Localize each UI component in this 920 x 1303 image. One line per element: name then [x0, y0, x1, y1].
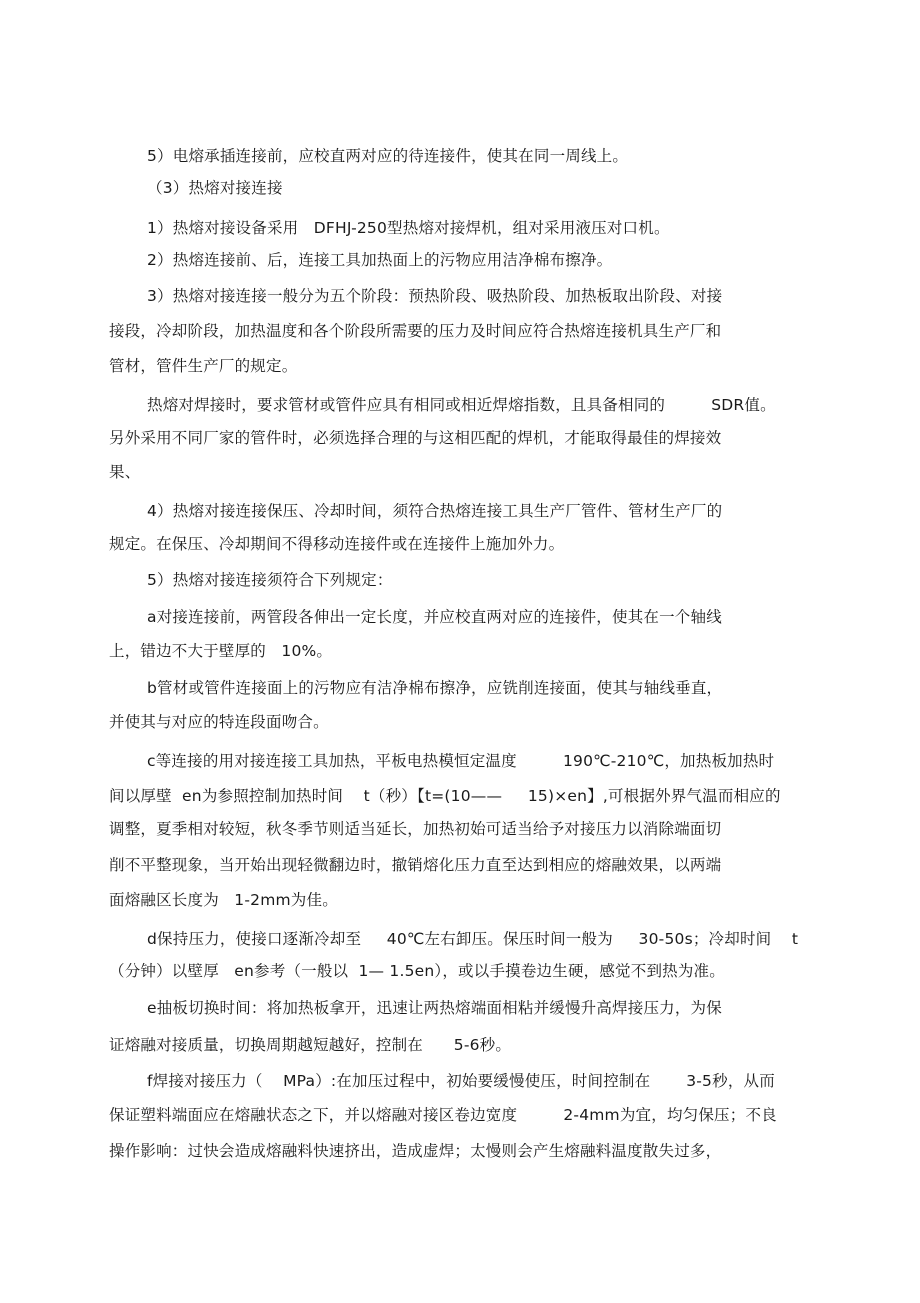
text-line: 上，错边不大于壁厚的 10%。	[109, 642, 333, 660]
text-line: b管材或管件连接面上的污物应有洁净棉布擦净，应铣削连接面，使其与轴线垂直，	[147, 679, 723, 697]
text-line: 削不平整现象，当开始出现轻微翻边时，撤销熔化压力直至达到相应的熔融效果，以两端	[109, 856, 722, 874]
text-line: 并使其与对应的特连段面吻合。	[109, 713, 329, 731]
text-line: 5）电熔承插连接前，应校直两对应的待连接件，使其在同一周线上。	[147, 147, 629, 165]
text-line: （分钟）以壁厚 en参考（一般以 1— 1.5en），或以手摸卷边生硬，感觉不到热为准。	[109, 962, 725, 980]
text-line: 5）热熔对接连接须符合下列规定：	[147, 571, 393, 589]
text-line: c等连接的用对接连接工具加热，平板电热模恒定温度 190℃-210℃，加热板加热时	[147, 752, 775, 770]
text-line: d保持压力，使接口逐渐冷却至 40℃左右卸压。保压时间一般为 30-50s；冷却时间 t	[147, 930, 799, 948]
text-line: 果、	[109, 463, 141, 481]
text-line: 操作影响：过快会造成熔融料快速挤出，造成虚焊；太慢则会产生熔融料温度散失过多，	[109, 1142, 722, 1160]
text-line: 4）热熔对接连接保压、冷却时间，须符合热熔连接工具生产厂管件、管材生产厂的	[147, 502, 723, 520]
text-line: 间以厚壁 en为参照控制加热时间 t（秒）【t=(10—— 15)×en】,可根据外界气温而相应的	[109, 787, 781, 805]
text-line: 保证塑料端面应在熔融状态之下，并以熔融对接区卷边宽度 2-4mm为宜，均匀保压；不良	[109, 1106, 777, 1124]
text-line: 接段，冷却阶段，加热温度和各个阶段所需要的压力及时间应符合热熔连接机具生产厂和	[109, 322, 722, 340]
text-line: 热熔对焊接时，要求管材或管件应具有相同或相近焊熔指数，且具备相同的 SDR值。	[147, 396, 776, 414]
text-line: 调整，夏季相对较短，秋冬季节则适当延长，加热初始可适当给予对接压力以消除端面切	[109, 820, 722, 838]
text-line: 另外采用不同厂家的管件时，必须选择合理的与这相匹配的焊机，才能取得最佳的焊接效	[109, 429, 722, 447]
text-line: 规定。在保压、冷却期间不得移动连接件或在连接件上施加外力。	[109, 535, 565, 553]
text-line: 2）热熔连接前、后，连接工具加热面上的污物应用洁净棉布擦净。	[147, 251, 613, 269]
text-line: 管材，管件生产厂的规定。	[109, 357, 298, 375]
text-line: e抽板切换时间：将加热板拿开，迅速让两热熔端面相粘并缓慢升高焊接压力，为保	[147, 999, 722, 1017]
text-line: （3）热熔对接连接	[147, 179, 283, 197]
text-line: 3）热熔对接连接一般分为五个阶段：预热阶段、吸热阶段、加热板取出阶段、对接	[147, 287, 723, 305]
text-line: f焊接对接压力（ MPa）:在加压过程中，初始要缓慢使压，时间控制在 3-5秒，从而	[147, 1072, 775, 1090]
text-line: 证熔融对接质量，切换周期越短越好，控制在 5-6秒。	[109, 1036, 512, 1054]
text-line: 1）热熔对接设备采用 DFHJ-250型热熔对接焊机，组对采用液压对口机。	[147, 219, 670, 237]
text-line: 面熔融区长度为 1-2mm为佳。	[109, 891, 338, 909]
text-line: a对接连接前，两管段各伸出一定长度，并应校直两对应的连接件，使其在一个轴线	[147, 608, 722, 626]
